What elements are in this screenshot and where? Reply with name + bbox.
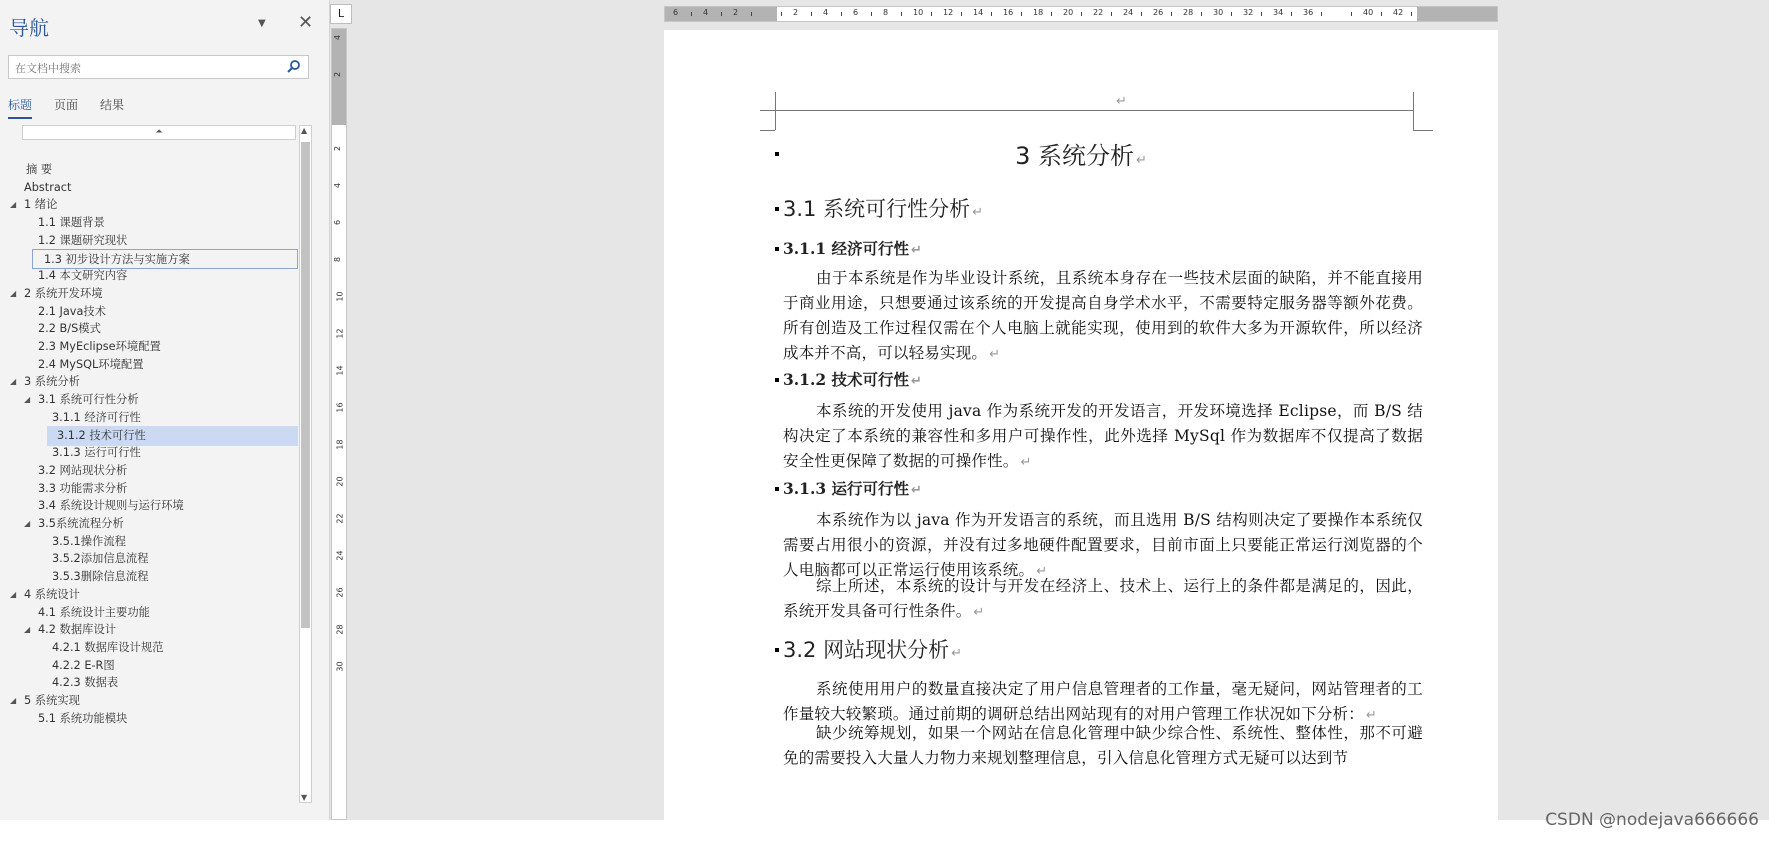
ruler-tick [841, 12, 842, 16]
ruler-number: 14 [335, 365, 345, 376]
subsection-heading-3-1-1[interactable]: 3.1.1 经济可行性 ↵ [783, 239, 922, 258]
outline-item[interactable] [0, 709, 298, 729]
ruler-number: 6 [673, 8, 679, 17]
ruler-tick [1291, 12, 1292, 16]
paragraph-mark: ↵ [1116, 94, 1127, 109]
navigation-pane [0, 0, 330, 820]
ruler-number: 36 [1303, 8, 1314, 17]
outline-item-label: 3.5.1操作流程 [52, 534, 126, 548]
collapse-icon: ⏶ [155, 127, 163, 137]
section-heading-3-1[interactable]: 3.1 系统可行性分析 ↵ [783, 197, 983, 221]
ruler-number: 2 [333, 71, 343, 78]
ruler-number: 28 [335, 624, 345, 635]
outline-item-label: 2.3 MyEclipse环境配置 [38, 340, 161, 353]
vertical-ruler[interactable] [331, 28, 347, 820]
ruler-tick [751, 12, 752, 16]
ruler-number: 18 [1033, 8, 1044, 17]
ruler-tick [811, 12, 812, 16]
ruler-tick [1321, 12, 1322, 16]
subsection-heading-3-1-2[interactable]: 3.1.2 技术可行性 ↵ [783, 370, 922, 389]
ruler-tick [781, 12, 782, 16]
outline-item-label: 4.2.2 E-R图 [52, 658, 115, 672]
bottom-strip [0, 820, 1769, 843]
ruler-number: 12 [335, 328, 345, 339]
expand-triangle-icon[interactable]: ◢ [24, 519, 31, 528]
outline-item-label: 3.1.2 技术可行性 [57, 428, 146, 442]
expand-triangle-icon[interactable]: ◢ [10, 377, 17, 387]
outline-item-label: 3.1 系统可行性分析 [38, 393, 139, 407]
ruler-tick [1171, 12, 1172, 16]
nav-title: 导航 [9, 16, 49, 40]
ruler-number: 14 [973, 8, 984, 17]
ruler-tick [1381, 12, 1382, 16]
document-page[interactable] [664, 30, 1498, 820]
expand-triangle-icon[interactable]: ◢ [24, 625, 31, 635]
scroll-down-icon[interactable]: ▼ [301, 793, 308, 802]
ruler-number: 16 [1003, 8, 1014, 17]
ruler-number: 16 [335, 402, 345, 413]
ruler-number: 12 [943, 8, 954, 17]
outline-item-label: 3.2 网站现状分析 [38, 463, 128, 477]
ruler-number: 4 [333, 182, 343, 189]
ruler-number: 4 [703, 8, 709, 17]
paragraph-economic[interactable]: 由于本系统是作为毕业设计系统，且系统本身存在一些技术层面的缺陷，并不能直接用于商业用途，只想要通过该系统的开发提高自身学术水平，不需要特定服务器等额外花费。所有创造及工作过程仅需在个人电脑上就能实现，使用到的软件大多为开源软件，所以经济成本并不高，可以轻易实现。 ↵ [783, 269, 1423, 362]
horizontal-ruler[interactable] [664, 6, 1498, 22]
paragraph-planning[interactable]: 缺少统筹规划，如果一个网站在信息化管理中缺少综合性、系统性、整体性，那不可避免的需要投入大量人力物力来规划整理信息，引入信息化管理方式无疑可以达到节 [783, 724, 1423, 767]
outline-item-label: 1.2 课题研究现状 [38, 233, 128, 247]
tab-results[interactable]: 结果 [100, 98, 125, 112]
ruler-number: 20 [335, 476, 345, 487]
heading-bullet [775, 207, 779, 211]
ruler-number: 22 [1093, 8, 1104, 17]
tab-stop-selector[interactable]: L [330, 4, 352, 24]
ruler-tick [1081, 12, 1082, 16]
search-icon[interactable] [285, 58, 303, 76]
ruler-number: 18 [335, 439, 345, 450]
ruler-number: 24 [335, 550, 345, 561]
ruler-number: 26 [1153, 8, 1164, 17]
ruler-tick [691, 12, 692, 16]
outline-item-label: 1.4 本文研究内容 [38, 269, 128, 283]
watermark: CSDN @nodejava666666 [1545, 810, 1759, 830]
ruler-tick [1201, 12, 1202, 16]
outline-item-label: 3.5系统流程分析 [38, 517, 124, 530]
ruler-number: 6 [333, 219, 343, 226]
heading-bullet [775, 247, 779, 251]
ruler-number: 26 [335, 587, 345, 598]
outline-item-label: 3.4 系统设计规则与运行环境 [38, 499, 184, 513]
ruler-number: 6 [853, 8, 859, 17]
crop-mark [775, 92, 776, 130]
expand-triangle-icon[interactable]: ◢ [10, 589, 17, 599]
ruler-tick [1231, 12, 1232, 16]
expand-triangle-icon[interactable]: ◢ [10, 696, 17, 705]
ruler-number: 28 [1183, 8, 1194, 17]
ruler-tick [1111, 12, 1112, 16]
outline-item-label: 1 绪论 [24, 198, 58, 212]
paragraph-summary[interactable]: 综上所述，本系统的设计与开发在经济上、技术上、运行上的条件都是满足的，因此，系统开发具备可行性条件。 ↵ [783, 577, 1423, 620]
outline-item-label: 1.1 课题背景 [38, 216, 105, 230]
ruler-tick [931, 12, 932, 16]
heading-bullet [775, 487, 779, 491]
section-heading-3-2[interactable]: 3.2 网站现状分析 ↵ [783, 638, 962, 662]
ruler-number: 10 [335, 291, 345, 302]
outline-item-label: 3.5.3删除信息流程 [52, 570, 149, 584]
ruler-number: 42 [1393, 8, 1404, 17]
ruler-number: 22 [335, 513, 345, 524]
outline-item-label: 摘 要 [26, 163, 53, 176]
ruler-number: 2 [333, 145, 343, 152]
search-box[interactable] [8, 55, 309, 79]
ruler-number: 20 [1063, 8, 1074, 17]
ruler-tick [1141, 12, 1142, 16]
ruler-tick [961, 12, 962, 16]
outline-item-label: 4.1 系统设计主要功能 [38, 605, 150, 619]
close-icon[interactable]: ✕ [298, 12, 314, 33]
outline-item-label: 5.1 系统功能模块 [38, 711, 128, 725]
outline-item-label: 3 系统分析 [24, 375, 80, 389]
outline-item-label: 4 系统设计 [24, 587, 80, 601]
ruler-number: 4 [823, 8, 829, 17]
paragraph-technical[interactable]: 本系统的开发使用 java 作为系统开发的开发语言，开发环境选择 Eclipse，而 B/S 结构决定了本系统的兼容性和多用户可操作性，此外选择 MySql 作为数据库不仅提高了数据安全性更保障了数据的可操作性。 ↵ [783, 402, 1423, 470]
nav-scrollbar-thumb[interactable] [301, 142, 310, 628]
outline-item-label: 3.3 功能需求分析 [38, 481, 128, 495]
ruler-tick [901, 12, 902, 16]
ruler-number: 40 [1363, 8, 1374, 17]
outline-item-label: 3.5.2添加信息流程 [52, 552, 149, 566]
expand-triangle-icon[interactable]: ◢ [10, 200, 17, 210]
subsection-heading-3-1-3[interactable]: 3.1.3 运行可行性 ↵ [783, 479, 922, 498]
ruler-tick [721, 12, 722, 16]
ruler-tick [1261, 12, 1262, 16]
crop-mark [1413, 92, 1414, 130]
outline-item-label: 2.2 B/S模式 [38, 322, 101, 336]
paragraph-site-status[interactable]: 系统使用用户的数量直接决定了用户信息管理者的工作量，毫无疑问，网站管理者的工作量较大较繁琐。通过前期的调研总结出网站现有的对用户管理工作状况如下分析： ↵ [783, 680, 1423, 723]
header-line [760, 110, 1413, 111]
heading-bullet [775, 378, 779, 382]
ruler-number: 34 [1273, 8, 1284, 17]
crop-mark [760, 130, 775, 131]
paragraph-operational[interactable]: 本系统作为以 java 作为开发语言的系统，而且选用 B/S 结构则决定了要操作本系统仅需要占用很小的资源，并没有过多地硬件配置要求，目前市面上只要能正常运行浏览器的个人电脑都可以正常运行使用该系统。 ↵ [783, 511, 1423, 579]
ruler-tick [1411, 12, 1412, 16]
ruler-number: 30 [1213, 8, 1224, 17]
outline-item-label: 2 系统开发环境 [24, 286, 103, 300]
ruler-number: 4 [333, 34, 343, 41]
ruler-number: 30 [335, 661, 345, 672]
outline-item-label: 3.1.3 运行可行性 [52, 446, 141, 460]
chapter-heading[interactable]: 3 系统分析 ↵ [1015, 142, 1147, 170]
ruler-tick [1351, 12, 1352, 16]
collapse-all-button[interactable] [22, 125, 296, 140]
ruler-number: 32 [1243, 8, 1254, 17]
outline-item-label: 3.1.1 经济可行性 [52, 410, 141, 424]
outline-item-label: 4.2.3 数据表 [52, 676, 119, 690]
crop-mark [1413, 130, 1433, 131]
expand-triangle-icon[interactable]: ◢ [24, 395, 31, 405]
right-margin-zone [1417, 7, 1498, 21]
nav-options-dropdown-icon[interactable]: ▼ [258, 18, 266, 29]
outline-item-label: 5 系统实现 [24, 694, 80, 707]
outline-item-label: Abstract [24, 180, 72, 194]
ruler-tick [871, 12, 872, 16]
ruler-number: 2 [793, 8, 799, 17]
search-input[interactable] [9, 56, 287, 80]
ruler-number: 24 [1123, 8, 1134, 17]
expand-triangle-icon[interactable]: ◢ [10, 288, 17, 298]
tab-headings[interactable]: 标题 [8, 96, 32, 119]
outline-item-label: 4.2 数据库设计 [38, 623, 117, 637]
ruler-number: 8 [333, 256, 343, 263]
ruler-tick [1021, 12, 1022, 16]
ruler-number: 2 [733, 8, 739, 17]
ruler-number: 8 [883, 8, 889, 17]
document-scroll-area[interactable] [1750, 0, 1769, 820]
ruler-tick [991, 12, 992, 16]
tab-pages[interactable]: 页面 [54, 98, 79, 112]
scroll-up-icon[interactable]: ▲ [301, 126, 308, 135]
outline-item-label: 2.4 MySQL环境配置 [38, 357, 144, 371]
outline-item-label: 1.3 初步设计方法与实施方案 [44, 252, 190, 266]
ruler-tick [1051, 12, 1052, 16]
outline-item-label: 4.2.1 数据库设计规范 [52, 640, 164, 654]
heading-bullet [775, 648, 779, 652]
outline-item-label: 2.1 Java技术 [38, 304, 107, 318]
ruler-number: 10 [913, 8, 924, 17]
nav-scrollbar[interactable] [299, 125, 312, 803]
